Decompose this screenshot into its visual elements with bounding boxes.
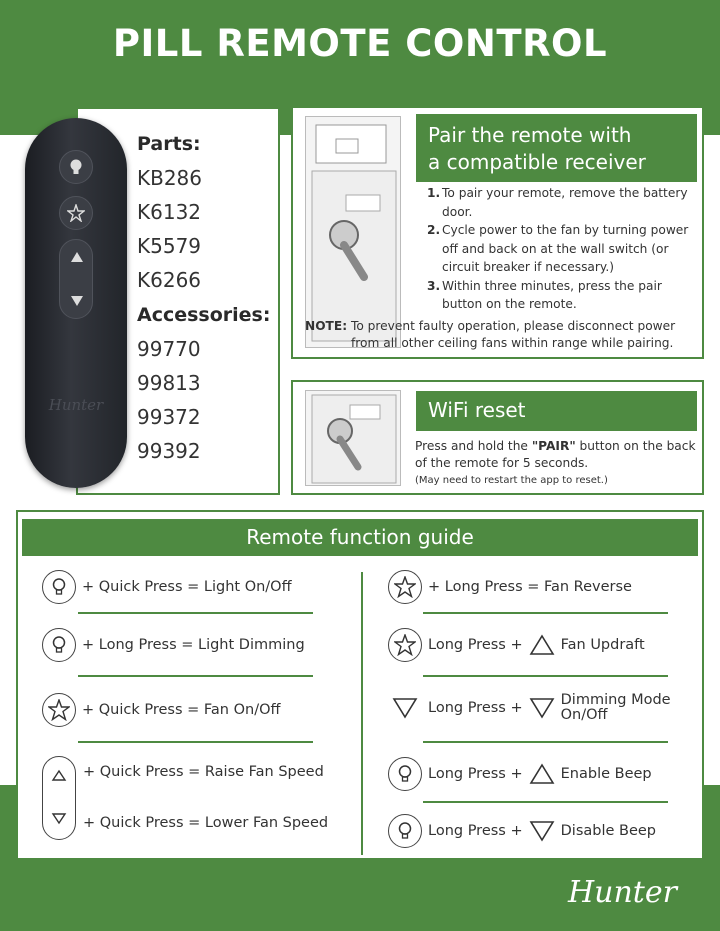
wifi-illustration — [305, 390, 401, 486]
parts-heading: Parts: — [137, 133, 201, 155]
pair-title — [416, 114, 697, 182]
guide-title: Remote function guide — [22, 519, 698, 556]
bulb-icon — [42, 570, 76, 604]
pair-step: 3. Within three minutes, press the pair button on the remote. — [427, 278, 662, 311]
speed-arrows-icon — [60, 240, 94, 320]
pair-steps — [427, 184, 695, 314]
accessories-heading: Accessories: — [137, 304, 271, 326]
wifi-title: WiFi reset — [416, 391, 697, 431]
pair-step: 2. Cycle power to the fan by turning power off and back on at the wall switch (or circuit breaker if necessary.) — [427, 223, 689, 274]
hunter-logo: Hunter — [568, 875, 677, 910]
guide-row-fan-onoff: + Quick Press = Fan On/Off — [42, 693, 280, 727]
guide-row-raise-speed: + Quick Press = Raise Fan Speed — [83, 764, 324, 780]
guide-rule — [423, 675, 668, 677]
bulb-icon — [388, 814, 422, 848]
pair-title-line: Pair the remote with — [428, 123, 632, 147]
pair-note: NOTE: To prevent faulty operation, please disconnect power from all other ceiling fans within range while pairing. — [305, 319, 676, 350]
triangle-down-icon — [392, 697, 418, 719]
triangle-up-icon — [529, 634, 555, 656]
pair-panel — [291, 106, 704, 359]
guide-divider — [361, 572, 363, 855]
pair-step: 1. To pair your remote, remove the battery door. — [427, 186, 688, 219]
triangle-down-icon — [529, 820, 555, 842]
fan-icon — [42, 693, 76, 727]
part-number: K6132 — [137, 200, 202, 224]
guide-row-dimming-mode: Long Press + Dimming Mode On/Off — [392, 693, 671, 723]
fan-icon — [388, 570, 422, 604]
pair-illustration — [305, 116, 401, 348]
guide-row-fan-updraft: Long Press + Fan Updraft — [388, 628, 645, 662]
bulb-icon — [68, 158, 84, 176]
guide-rule — [423, 801, 668, 803]
wifi-panel — [291, 380, 704, 495]
bulb-icon — [42, 628, 76, 662]
remote-fan-button — [59, 196, 93, 230]
part-number: KB286 — [137, 166, 203, 190]
guide-rule — [78, 741, 313, 743]
guide-row-lower-speed: + Quick Press = Lower Fan Speed — [83, 815, 329, 831]
remote-logo: Hunter — [48, 396, 104, 414]
function-guide-panel — [16, 510, 704, 860]
guide-row-disable-beep: Long Press + Disable Beep — [388, 814, 656, 848]
remote-light-button — [59, 150, 93, 184]
guide-row-light-dimming: + Long Press = Light Dimming — [42, 628, 305, 662]
accessory-number: 99392 — [137, 439, 201, 463]
triangle-up-icon — [529, 763, 555, 785]
guide-row-light-onoff: + Quick Press = Light On/Off — [42, 570, 292, 604]
guide-rule — [423, 612, 668, 614]
parts-list — [137, 128, 270, 468]
guide-rule — [78, 612, 313, 614]
fan-icon — [388, 628, 422, 662]
accessory-number: 99770 — [137, 337, 201, 361]
triangle-down-icon — [529, 697, 555, 719]
wifi-instructions: Press and hold the "PAIR" button on the back of the remote for 5 seconds. (May need to restart the app to reset.) — [415, 439, 696, 486]
remote-speed-rocker — [59, 239, 93, 319]
guide-rule — [78, 675, 313, 677]
pair-title-line: a compatible receiver — [428, 150, 646, 174]
guide-row-enable-beep: Long Press + Enable Beep — [388, 757, 652, 791]
guide-rule — [423, 741, 668, 743]
fan-icon — [67, 204, 85, 222]
part-number: K5579 — [137, 234, 202, 258]
accessory-number: 99813 — [137, 371, 201, 395]
page-title: PILL REMOTE CONTROL — [112, 22, 608, 65]
remote-image — [25, 118, 127, 488]
part-number: K6266 — [137, 268, 202, 292]
bulb-icon — [388, 757, 422, 791]
accessory-number: 99372 — [137, 405, 201, 429]
guide-row-fan-reverse: + Long Press = Fan Reverse — [388, 570, 632, 604]
speed-rocker-icon — [42, 756, 76, 840]
